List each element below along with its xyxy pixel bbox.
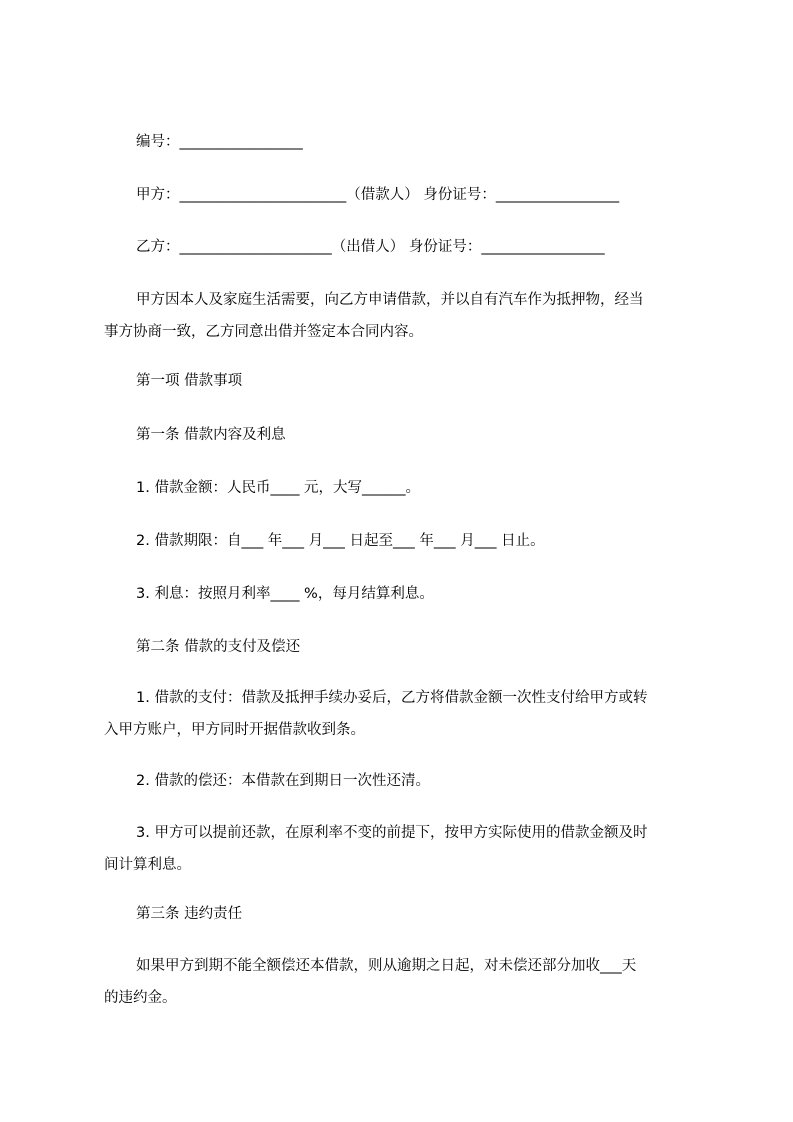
article-1-item-3: 3. 利息：按照月利率____ %，每月结算利息。 (136, 586, 434, 602)
intro-line-1: 甲方因本人及家庭生活需要，向乙方申请借款，并以自有汽车作为抵押物，经当 (136, 292, 644, 308)
article-2-item-3-line-1: 3. 甲方可以提前还款，在原利率不变的前提下，按甲方实际使用的借款金额及时 (136, 825, 648, 841)
intro-paragraph (104, 284, 704, 348)
intro-line-2: 事方协商一致，乙方同意出借并签定本合同内容。 (104, 324, 423, 340)
article-2-item-1-line-2: 入甲方账户，甲方同时开据借款收到条。 (104, 722, 365, 738)
article-1-title: 第一条 借款内容及利息 (136, 427, 286, 443)
article-1-item-2: 2. 借款期限：自___ 年___ 月___ 日起至___ 年___ 月___ 日止。 (136, 533, 545, 549)
article-2-item-3-line-2: 间计算利息。 (104, 857, 191, 873)
article-2-item-1 (104, 682, 704, 746)
contract-number: 编号：_________________ (136, 134, 303, 150)
section-1-title: 第一项 借款事项 (136, 373, 243, 389)
party-a-line: 甲方：_______________________（借款人） 身份证号：_________________ (136, 187, 620, 203)
article-2-title: 第二条 借款的支付及偿还 (136, 639, 301, 655)
article-2-item-1-line-1: 1. 借款的支付：借款及抵押手续办妥后，乙方将借款金额一次性支付给甲方或转 (136, 690, 648, 706)
party-b-line: 乙方：_____________________（出借人） 身份证号：_________________ (136, 239, 605, 255)
article-1-item-1: 1. 借款金额：人民币____ 元，大写______。 (136, 480, 421, 496)
article-3-body-line-2: 的违约金。 (104, 990, 177, 1006)
article-3-body-line-1: 如果甲方到期不能全额偿还本借款，则从逾期之日起，对未偿还部分加收___天 (136, 958, 637, 974)
article-3-title: 第三条 违约责任 (136, 906, 243, 922)
article-2-item-3 (104, 817, 704, 881)
article-3-body (104, 950, 704, 1014)
article-2-item-2: 2. 借款的偿还：本借款在到期日一次性还清。 (136, 773, 430, 789)
